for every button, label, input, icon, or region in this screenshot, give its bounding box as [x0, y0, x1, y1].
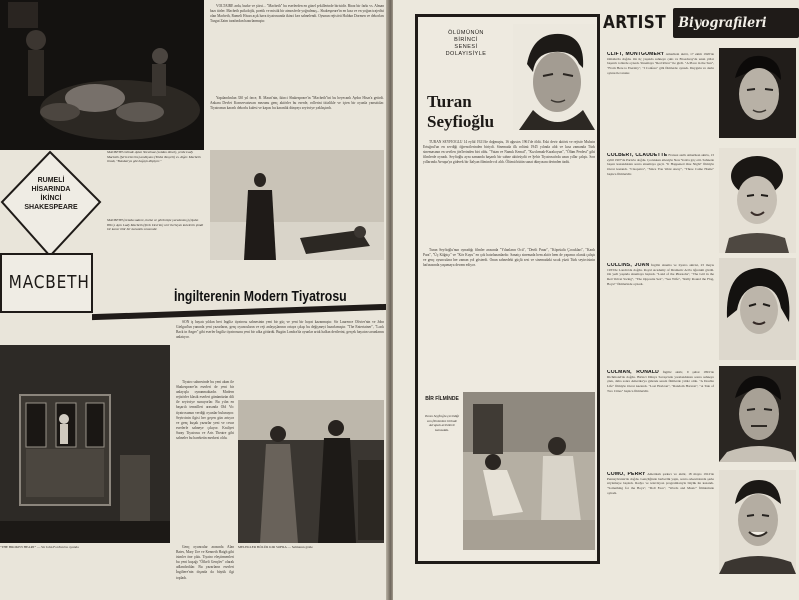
left-page [0, 0, 388, 600]
clift-portrait-icon [719, 48, 796, 138]
seyfioglu-article-text-2 [423, 248, 595, 388]
film-side-caption: Turan Seyfioğlu çevirdiği son filmlerden birinde Avrupalı artistlerle kumsalda. [424, 414, 460, 432]
bio-entry [607, 472, 714, 572]
bio-text: İngiliz aktör, 9 şubat 1891'de Richmond'da doğdu. Birinci Dünya Savaşı'nda yaralandıktan sonra sahneye çıktı, daha sonra Amerika'ya giderek sessiz filmlerde yıldız oldu. "A Double Life" filmiyle Oscar kazandı. "Lost Horizon", "Random Harvest", "A Tale of Two Cities" başlıca filmleridir. [607, 370, 714, 393]
bio-name: COLLINS, JOAN [607, 263, 650, 268]
bottom-caption-left: "THE BROKEN HEART" — Sir John Ford'un bu oyunda [0, 545, 79, 549]
kicker-line: ÖLÜMÜNÜN [448, 30, 484, 36]
article-paragraph: Turan Seyfioğlu'nun oynadığı filmler arasında "Yılanların Öcü", "Dertli Pınar", "Köprüaltı Çocukları", "Kanlı Para", "Üç Kâğıtçı" ve "Kör Kuyu" en çok hatırlananlardır. Sanatçı sinemada hem aktör hem de yapımcı olarak çalıştı ve genç oyunculara her zaman yol gösterdi. Onun sahnedeki güçlü sesi ve sinemadaki sıcak yüzü Türk seyircisinin hafızasında yaşamaya devam ediyor. [423, 248, 595, 268]
right-page [393, 0, 799, 600]
article-paragraph: Tiyatro sahnesinde bu yeni akım ile Shakespeare'in eserleri de yeni bir anlayışla oynanmaktadır. Modern rejisörler klasik eserleri günümüzün dili ile seyirciye sunuyorlar. Bu yılın en başarılı temsilleri arasında Old Vic tiyatrosunun verdiği oyunlar bulunuyor. Seyircinin ilgisi her geçen gün artıyor ve genç kuşak yazarlar yeni ve cesur eserlerle sahneye çıkıyor. Kraliyet Saray Tiyatrosu ve Arts Theatre gibi sahneler bu hareketin merkezi oldu. [176, 380, 234, 441]
colman-portrait-icon [719, 366, 796, 462]
second-caption: MACBETH (ortada sadece, burke ve görünüşte yaralanmış) (Aydın Hürı). Aynı Lady Macbeth (Şirin Devrim) veri ilerleyen kulelerin şimdi bir karar ölür bir karanlık sırasındır. [107, 218, 204, 232]
article-paragraph: VOLTAIRE arda, burke ve şiirsi... "Macbeth" bu eserlerden en güzel şekillerinde birisidir. Biraz bir farkı vs. Alman bazı türler. Macbeth psikolojik, poetik ve mistik bir atmosferle yoğrulmuş... Shakespeare'in en kısa ve en yoğun trajedisi olan Macbeth, Rumeli Hisarı açık hava tiyatrosunda ikinci kez sahnelendi. Oyunun rejisörü Haldun Dormen ve dekorları Turgut Zaim tarafından hazırlanmıştır. [210, 4, 384, 24]
theatre-article-text [176, 320, 384, 378]
article-paragraph: Genç oyuncular arasında Alan Bates, Mary Ure ve Kenneth Haigh gibi isimler öne çıktı. Tiyatro eleştirmenleri bu yeni kuşağı "Öfkeli Gençler" olarak adlandırdılar. Bu yazarların eserleri İngiltere'nin dışında da büyük ilgi topladı. [176, 545, 234, 580]
bio-portrait [719, 366, 796, 462]
broken-heart-actors-photo [238, 400, 384, 543]
header-bio-box [673, 8, 799, 38]
seyfioglu-title [427, 92, 494, 132]
title-last-name: Seyfioğlu [427, 112, 495, 131]
como-portrait-icon [719, 470, 796, 574]
macbeth-article-text [210, 4, 384, 86]
bio-name: COLBERT, CLAUDETTE [607, 153, 668, 158]
macbeth-actors-photo [210, 150, 384, 260]
section-title: İngilterenin Modern Tiyatrosu [174, 288, 347, 305]
banner-line: İKİNCİ [40, 195, 62, 202]
macbeth-stage-photo [0, 0, 204, 150]
artist-bio-header [603, 6, 799, 44]
bio-portrait [719, 258, 796, 360]
bio-entry [607, 263, 714, 357]
bio-entry [607, 153, 714, 253]
intro-caption: MACBETH rolünde Ayten Yorulmaz (soldan ikinci), yerde Lady Macbeth (Şirin Devrim) ambiyans (Yıldız Tanyeli) vs. diğer. Macbeth tiradı, "Bundan'ya göz bağıştı düşüyor." [107, 150, 201, 164]
bottom-caption-right: MELEKLER BÖLÜR KIR SOFRA — Selmanın gözle [238, 545, 313, 549]
macbeth-article-text-2 [210, 96, 384, 146]
kicker-line: BİRİNCİ [454, 37, 478, 43]
bio-text: Amerikalı şarkıcı ve aktör, 18 mayıs 1912'de Pennsylvania'da doğdu. Gençliğinde berberlik yaptı, sonra orkestralarda şarkı söylemeye başladı. Radyo ve televizyon programlarıyla büyük ün kazandı. "Something for the Boys", "Doll Face", "Words and Music" filmlerinde oynadı. [607, 472, 714, 495]
header-artist: ARTIST [603, 12, 667, 33]
bio-name: CLIFT, MONTGOMERY [607, 52, 665, 57]
beach-scene-image [463, 392, 595, 550]
article-paragraph: SON iş hayatı yıldan beri İngiliz tiyatrosu sahnesinin yeni bir güç ve yeni bir hayat kazanmıştır. Sir Laurence Olivier'nin ve John Gielgud'un yanında yeni yazarların, genç oyuncuların ve reji anlayışlarının ortaya çıkışı bu değişmeyi hazırlamıştır. "The Entertainer", "Look Back in Anger" gibi eserler İngiliz tiyatrosunu yeni bir ufka götürdü. Bugün Londra'da oyunlar artık halkın dertlerini, gerçek hayatın sorunlarını anlatıyor. [176, 320, 384, 340]
broken-heart-stage-photo [0, 345, 170, 543]
bio-entry [607, 370, 714, 460]
bio-name: COLMAN, RONALD [607, 370, 659, 375]
header-bio: Biyografileri [678, 15, 767, 31]
bio-portrait [719, 48, 796, 138]
bio-portrait [719, 148, 796, 253]
macbeth-title: MACBETH [8, 272, 90, 293]
kicker-line: SENESİ [454, 44, 478, 50]
memorial-kicker [421, 30, 511, 58]
article-paragraph: Yapılandırılan 330 yıl önce, B. Mauri'nin, ikinci Shakespeare'in "Macbeth"ini bu heyecanlı Aydın Hisar'a getirdi. Ankara Devlet Konservatuvarı mezunu genç aktörler bu eserde, rollerini titizlikle ve içten bir oyunla yansıttılar. Tiyatronun kararlı dekorlu kulesi ve kapısı bu karanlık dünyayı seyirciye yaklaştırdı. [210, 96, 384, 111]
theatre-article-text-2 [176, 380, 234, 542]
seyfioglu-portrait [513, 24, 595, 130]
bio-text: Amerikalı aktör, 17 ekim 1920'de Omaha'da doğdu. On üç yaşında sahneye çıktı ve Broadway'de uzun yıllar başarılı rollerde oynadı. Sinemaya "Red River" ile girdi. "A Place in the Sun", "From Here to Eternity", "I Confess" gibi filmlerde oynadı. Duygulu ve derin oyunu ile tanınır. [607, 52, 714, 75]
macbeth-title-box [0, 253, 93, 313]
bio-name: COMO, PERRY [607, 472, 646, 477]
macbeth-actors-image [210, 150, 384, 260]
article-paragraph: TURAN SEYFİOĞLU 14 eylül 1921'de doğmuştu, 16 ağustos 1961'de öldü. Eski devir aktörü ve rejisör Muhsin Ertuğrul'un en sevdiği öğrencilerinden biriydi. Sinemada ilk rolünü 1945 yılında aldı ve kısa zamanda Türk sinemasının en sevilen jön'lerinden biri oldu. "Vatan ve Namık Kemal", "Kızılırmak-Karakoyun", "Ölüm Perdesi" gibi filmlerde oynadı. Seyfioğlu aynı zamanda başarılı bir sahne aktörüydü ve Şehir Tiyatrosu'nda uzun yıllar çalıştı. Son yıllarında Avrupa'ya giderek bir İtalyan filminde rol aldı. Ölümü bütün sanat dünyasını derinden üzdü. [423, 140, 595, 165]
seyfioglu-article-text [423, 140, 595, 245]
collins-portrait-icon [719, 258, 796, 360]
section-title-underline [92, 304, 388, 320]
banner-line: HİSARINDA [31, 186, 71, 193]
seyfioglu-film-still [463, 392, 595, 550]
film-side-label: BİR FİLMİNDE [425, 396, 459, 402]
bio-text: İngiliz sinema ve tiyatro aktrisi, 23 mayıs 1933'de Londra'da doğdu. Royal Academy of Dramatic Art'ta öğrenim gördü. On yedi yaşında sinemaya başladı. "Land of the Pharaohs", "The Girl in the Red Velvet Swing", "The Opposite Sex", "Sea Wife", "Rally Round the Flag, Boys!" filmlerinde oynadı. [607, 263, 714, 286]
banner-line: RUMELİ [37, 177, 65, 184]
bio-portrait [719, 470, 796, 574]
colbert-portrait-icon [719, 148, 796, 253]
kicker-line: DOLAYISİYLE [445, 51, 487, 57]
actors-costume-image [238, 400, 384, 543]
title-first-name: Turan [427, 92, 472, 111]
bio-text: Fransız asıllı Amerikan aktris, 13 eylül 1907'de Paris'te doğdu. Çocukken ailesiyle New York'a göç etti. Sahnede başarı kazandıktan sonra sinemaya geçti. "It Happened One Night" filmiyle Oscar kazandı. "Cleopatra", "Since You Went Away", "Three Came Home" başlıca filmleridir. [607, 153, 714, 176]
theatre-article-text-3 [176, 545, 234, 600]
stage-set-image [0, 345, 170, 543]
banner-subtitle [0, 176, 102, 212]
banner-line: SHAKESPEARE [24, 204, 78, 211]
macbeth-stage-photo-image [0, 0, 204, 150]
bio-entry [607, 52, 714, 132]
seyfioglu-portrait-image [513, 24, 595, 130]
